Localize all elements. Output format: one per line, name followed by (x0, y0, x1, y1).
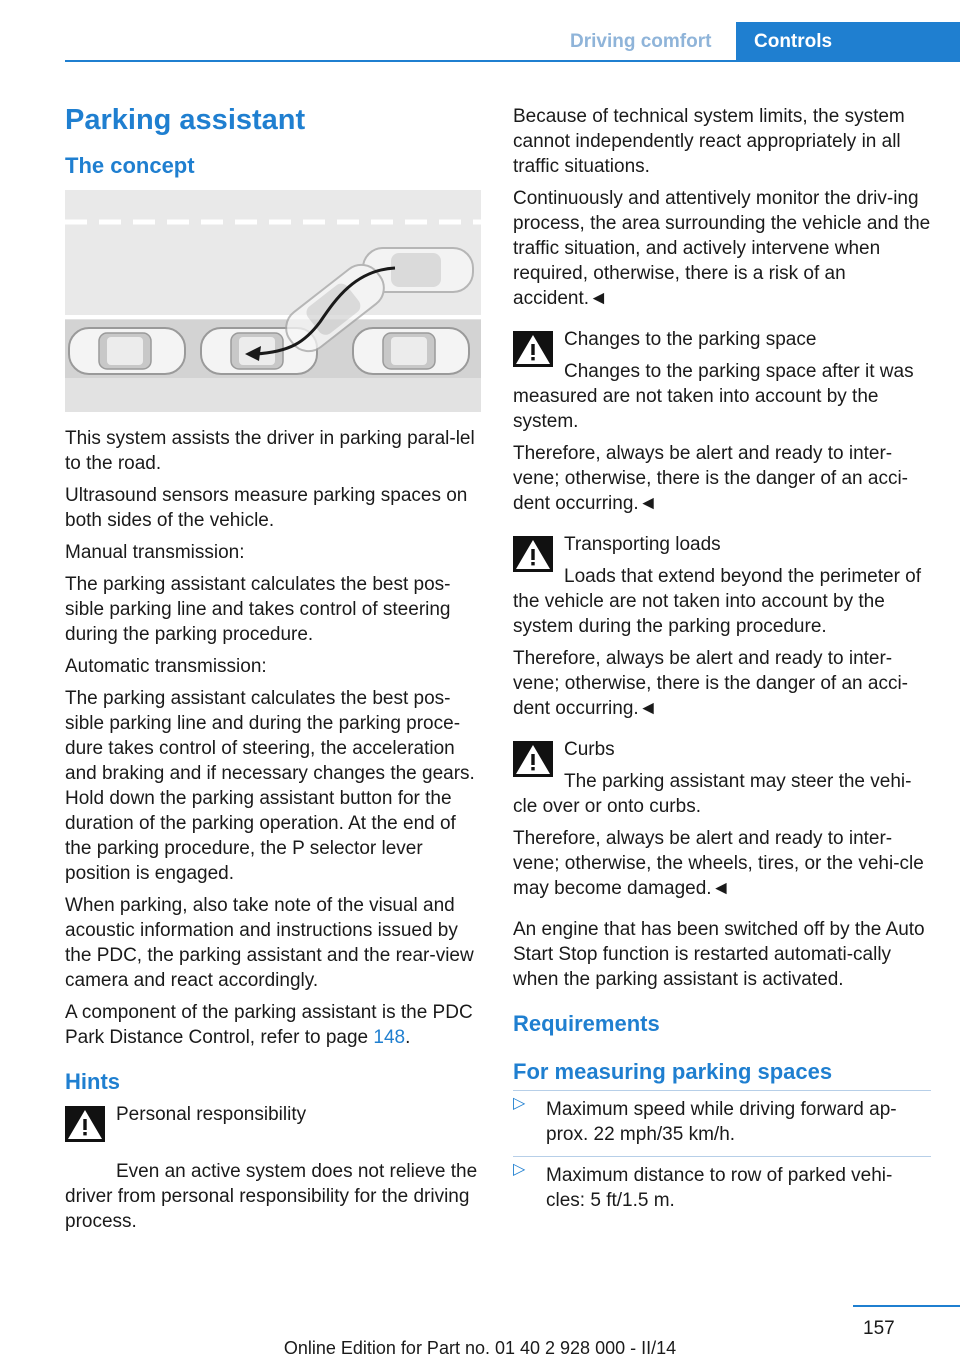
list-item (513, 1090, 931, 1147)
header-tab[interactable]: Controls (736, 22, 960, 62)
warning-block (65, 1102, 481, 1234)
list-item-text: Maximum speed while driving forward ap-prox. 22 mph/35 km/h. (546, 1099, 897, 1145)
warning-body: The parking assistant may steer the vehi-cle over or onto curbs. (513, 771, 912, 817)
warning-body: Even an active system does not relieve the driver from personal responsibility for the driving process. (65, 1161, 478, 1232)
requirements-list (513, 1090, 931, 1213)
page-title: Parking assistant (65, 104, 306, 136)
bullet-icon: ▷ (513, 1161, 526, 1178)
warning-title: Personal responsibility (116, 1104, 307, 1125)
warning-block (513, 737, 931, 819)
warning-block (513, 532, 931, 639)
header-section: Driving comfort (570, 31, 712, 52)
paragraph: An engine that has been switched off by the Auto Start Stop function is restarted automati-cally when the parking assistant is activated. (513, 919, 925, 990)
right-column (513, 104, 931, 1222)
page-number: 157 (863, 1318, 895, 1339)
paragraph: The parking assistant calculates the best pos-sible parking line and during the parking proce-dure takes control of steering, the acceleration and braking and if necessary changes the gears. Hold down the parking assistant button for the duration of the parking operation. At the end of the parking procedure, the P selector lever position is engaged. (65, 688, 475, 884)
paragraph: When parking, also take note of the visual and acoustic information and instructions issued by the PDC, the parking assistant and the rear-view camera and react accordingly. (65, 895, 474, 991)
warning-title: Changes to the parking space (564, 329, 817, 350)
paragraph: The parking assistant calculates the best pos-sible parking line and takes control of steering during the parking procedure. (65, 574, 451, 645)
paragraph: Therefore, always be alert and ready to inter-vene; otherwise, the wheels, tires, or the vehi-cle may become damaged.◄ (513, 828, 924, 899)
paragraph: Continuously and attentively monitor the driv-ing process, the area surrounding the vehicle and the traffic situation, and actively intervene when required, otherwise, there is a risk of an accident.◄ (513, 188, 931, 309)
paragraph: Automatic transmission: (65, 656, 267, 677)
warning-body: Loads that extend beyond the perimeter of the vehicle are not taken into account by the system during the parking procedure. (513, 566, 922, 637)
pdc-text: A component of the parking assistant is the PDC Park Distance Control, refer to page (65, 1002, 473, 1048)
paragraph: Ultrasound sensors measure parking spaces on both sides of the vehicle. (65, 485, 468, 531)
warning-title: Transporting loads (564, 534, 721, 555)
header-rule (65, 60, 960, 62)
list-item (513, 1156, 931, 1213)
paragraph: Because of technical system limits, the system cannot independently react appropriately in all traffic situations. (513, 106, 905, 177)
bullet-icon: ▷ (513, 1095, 526, 1112)
warning-block (513, 327, 931, 434)
warning-icon (513, 536, 553, 572)
hints-heading: Hints (65, 1069, 120, 1094)
paragraph: Therefore, always be alert and ready to inter-vene; otherwise, there is the danger of an acci-dent occurring.◄ (513, 443, 909, 514)
page-rule (853, 1305, 960, 1307)
measuring-heading: For measuring parking spaces (513, 1059, 833, 1084)
pdc-end: . (405, 1027, 411, 1048)
paragraph: This system assists the driver in parking paral-lel to the road. (65, 428, 475, 474)
parking-diagram-icon (65, 190, 481, 412)
warning-body: Changes to the parking space after it was measured are not taken into account by the system. (513, 361, 914, 432)
pdc-reference (65, 1000, 481, 1050)
requirements-heading: Requirements (513, 1011, 660, 1036)
left-column (65, 100, 481, 1241)
edition-footer: Online Edition for Part no. 01 40 2 928 000 - II/14 (283, 1338, 677, 1358)
concept-heading: The concept (65, 153, 195, 178)
warning-icon (513, 741, 553, 777)
warning-title: Curbs (564, 739, 615, 760)
paragraph: Therefore, always be alert and ready to inter-vene; otherwise, there is the danger of an acci-dent occurring.◄ (513, 648, 909, 719)
warning-icon (65, 1106, 105, 1142)
list-item-text: Maximum distance to row of parked vehi-cles: 5 ft/1.5 m. (546, 1165, 893, 1211)
warning-icon (513, 331, 553, 367)
page-link[interactable]: 148 (373, 1027, 406, 1048)
paragraph: Manual transmission: (65, 542, 245, 563)
